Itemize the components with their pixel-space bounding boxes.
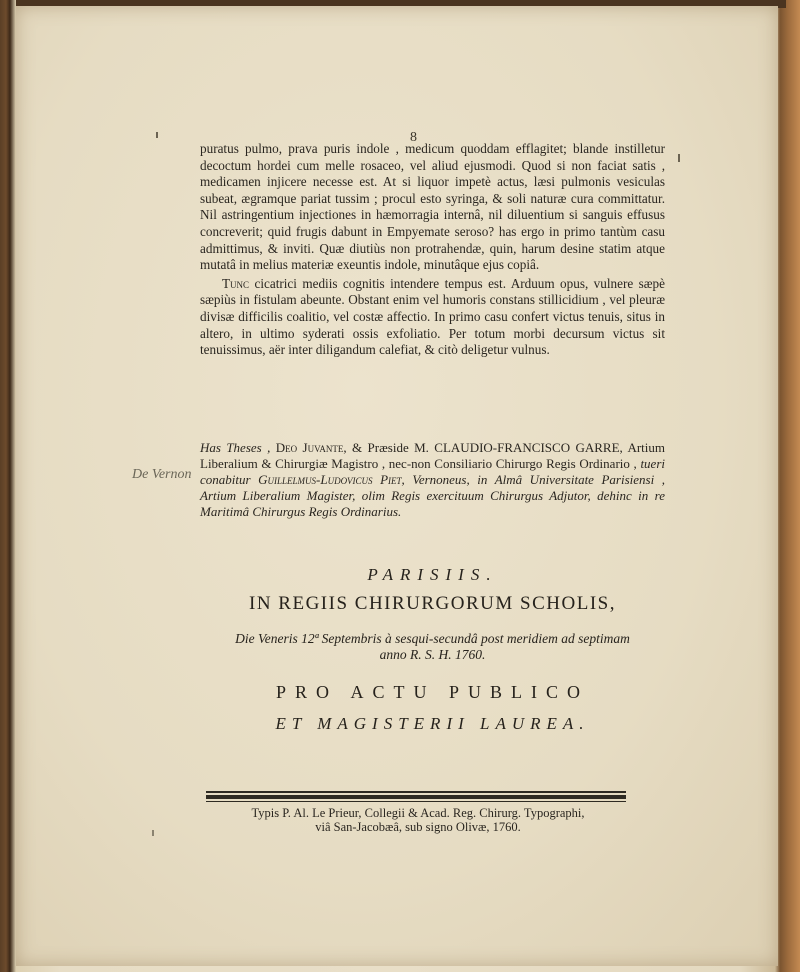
colophon-line-1: Typis P. Al. Le Prieur, Collegii & Acad. Reg. Chirurg. Typographi, [251,806,585,820]
printer-colophon [208,806,628,834]
date-line [200,631,665,663]
body-text [200,141,665,359]
pro-actu-heading: PRO ACTU PUBLICO [275,682,590,702]
city-heading: PARISIIS. [367,565,498,584]
paragraph-2-text: cicatrici mediis cognitis intendere tempus est. Arduum opus, vulnere sæpè sæpiùs in fistulam abeunte. Obstant enim vel humoris constans stillicidium , vel pleuræ divisæ difficilis coalitio, vel costæ affectio. In primo casu confert victus tenuis, situs in altero, in ultimo syderati ossis exfoliatio. Per totum morbi decursum victus sit tenuissimus, aër inter diligandum calefiat, & citò deligetur vulnus. [200,275,666,358]
theses-deo: Deo Juvante [275,440,344,455]
colophon-line-2: viâ San-Jacobæâ, sub signo Olivæ, 1760. [315,820,521,834]
theses-author-details: , Vernoneus, in Almâ Universitate Parisiensi , Artium Liberalium Magister, olim Regis exercituum Chirurgus Adjutor, dehinc in re Maritimâ Chirurgus Regis Ordinarius. [200,472,666,519]
page-number: 8 [410,130,417,145]
laurea-heading: ET MAGISTERII LAUREA. [275,714,590,733]
scan-mark [156,132,158,138]
ornamental-rule [206,791,626,793]
scan-mark [678,154,680,162]
date-line-1: Die Veneris 12ª Septembris à sesqui-secundâ post meridiem ad septimam [235,631,630,646]
ornamental-rule-thin [206,801,626,802]
paragraph-2-lead: Tunc [222,275,250,291]
scan-mark [152,830,154,836]
theses-praeside: , & Præside M. CLAUDIO-FRANCISCO GARRE, Artium Liberalium & Chirurgiæ Magistro , nec-non Consiliario Chirurgo Regis Ordinario , [200,440,666,471]
theses-author: Guillelmus-Ludovicus Piet [258,472,402,487]
theses-tueri: tueri conabitur [200,456,665,487]
schools-heading: IN REGIIS CHIRURGORUM SCHOLIS, [249,593,616,614]
paragraph-2 [200,276,665,359]
theses-block [200,440,665,520]
theses-intro: Has Theses , [200,440,271,455]
margin-note: De Vernon [132,467,192,482]
paragraph-1: puratus pulmo, prava puris indole , medicum quoddam efflagitet; blande instilletur decoctum hordei cum melle rosaceo, vel aliud ejusmodi. Quod si non faciat satis , medicamen injicere necesse est. At si liquor impetè actus, læsi pulmonis vesiculas subeat, ægramque pariat tussim ; procul esto syringa, & soli naturæ cura committatur. Nil astringentium injectiones in hæmorragia internâ, nil diluentium si sanguis effusus concreverit; quid frugis dabunt in Empyemate seroso? has ergo in primo tantùm casu admittimus, & inviti. Quæ diutiùs non protrahendæ, quin, harum desine statim atque mutatâ in melius materiæ exeuntis indole, minutâque ejus copiâ. [200,141,665,273]
date-line-2: anno R. S. H. 1760. [379,647,486,662]
ornamental-rule-thick [206,795,626,799]
